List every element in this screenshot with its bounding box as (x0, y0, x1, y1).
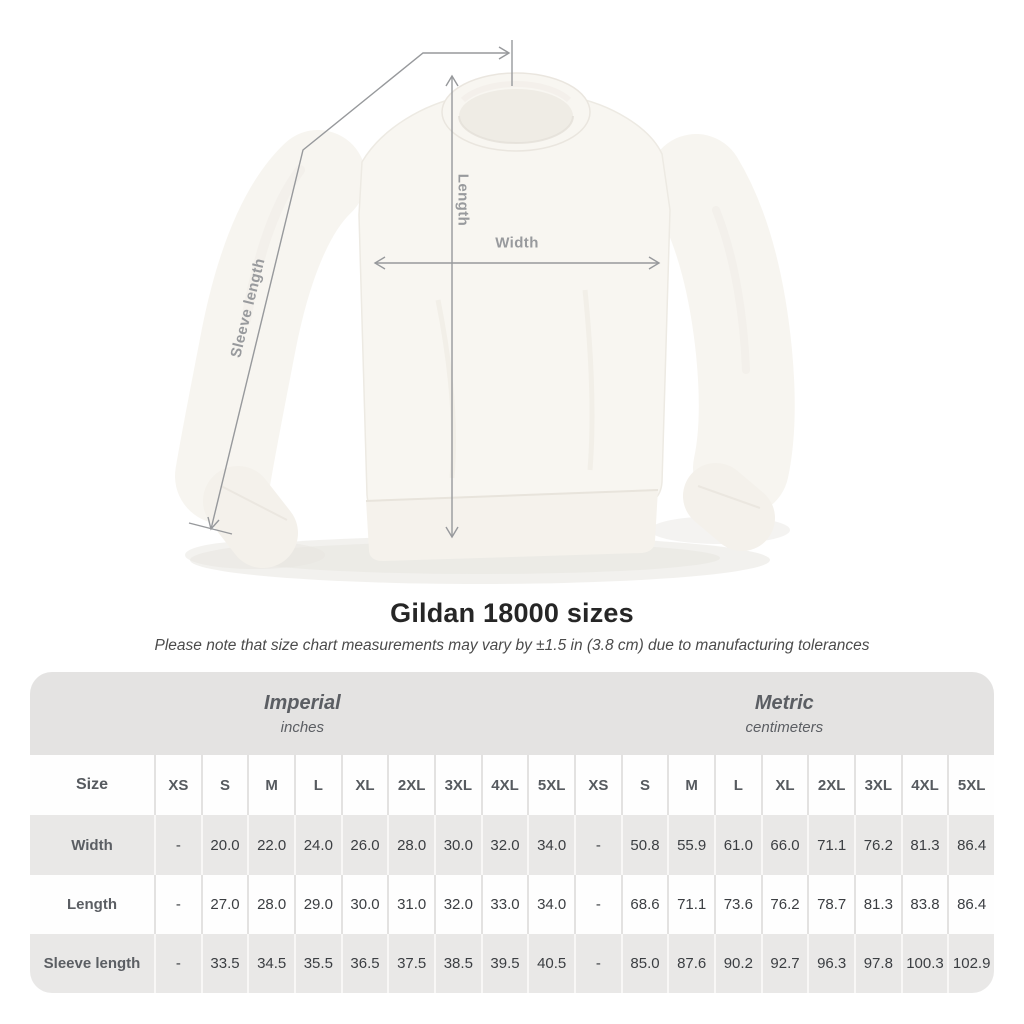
imperial-size-header: 3XL (434, 755, 481, 815)
table-row (30, 934, 994, 993)
metric-value-cell: 76.2 (761, 875, 808, 934)
imperial-value-cell: 40.5 (527, 934, 574, 993)
imperial-value-cell: 36.5 (341, 934, 388, 993)
metric-size-header: 4XL (901, 755, 948, 815)
imperial-value-cell: 28.0 (247, 875, 294, 934)
metric-value-cell: 55.9 (667, 815, 714, 875)
imperial-value-cell: 34.0 (527, 875, 574, 934)
metric-value-cell: 68.6 (621, 875, 668, 934)
metric-value-cell: 87.6 (667, 934, 714, 993)
metric-value-cell: - (574, 815, 621, 875)
imperial-value-cell: 33.0 (481, 875, 528, 934)
imperial-label: Imperial (263, 691, 341, 714)
size-table (30, 672, 994, 993)
sleeve-length-measure-label: Sleeve length (227, 256, 269, 360)
imperial-value-cell: 31.0 (387, 875, 434, 934)
imperial-value-cell: 28.0 (387, 815, 434, 875)
imperial-value-cell: 33.5 (201, 934, 248, 993)
metric-size-header: XL (761, 755, 808, 815)
metric-value-cell: - (574, 934, 621, 993)
metric-size-header: S (621, 755, 668, 815)
imperial-value-cell: 27.0 (201, 875, 248, 934)
imperial-size-header: XL (341, 755, 388, 815)
row-label: Width (71, 836, 113, 854)
metric-value-cell: 73.6 (714, 875, 761, 934)
imperial-unit-label: inches (280, 718, 324, 736)
metric-value-cell: - (574, 875, 621, 934)
imperial-value-cell: 20.0 (201, 815, 248, 875)
table-row (30, 815, 994, 875)
imperial-value-cell: 34.5 (247, 934, 294, 993)
imperial-value-cell: - (154, 815, 201, 875)
metric-value-cell: 76.2 (854, 815, 901, 875)
metric-value-cell: 92.7 (761, 934, 808, 993)
metric-value-cell: 66.0 (761, 815, 808, 875)
table-row (30, 875, 994, 934)
metric-value-cell: 86.4 (947, 815, 994, 875)
imperial-value-cell: 34.0 (527, 815, 574, 875)
size-corner-header: Size (75, 776, 108, 793)
measurement-grid (30, 755, 994, 993)
metric-value-cell: 50.8 (621, 815, 668, 875)
metric-size-header: L (714, 755, 761, 815)
metric-value-cell: 61.0 (714, 815, 761, 875)
imperial-value-cell: 26.0 (341, 815, 388, 875)
imperial-value-cell: 32.0 (481, 815, 528, 875)
imperial-value-cell: 30.0 (341, 875, 388, 934)
imperial-size-header: 2XL (387, 755, 434, 815)
metric-unit-label: centimeters (745, 718, 824, 736)
title-block (0, 598, 1024, 655)
imperial-size-header: S (201, 755, 248, 815)
metric-value-cell: 81.3 (901, 815, 948, 875)
metric-size-header: M (667, 755, 714, 815)
metric-value-cell: 85.0 (621, 934, 668, 993)
metric-value-cell: 83.8 (901, 875, 948, 934)
imperial-size-header: XS (154, 755, 201, 815)
metric-value-cell: 71.1 (807, 815, 854, 875)
width-measure-label: Width (495, 234, 539, 252)
imperial-value-cell: 32.0 (434, 875, 481, 934)
table-row (30, 755, 994, 815)
row-label: Length (67, 896, 117, 913)
imperial-unit-header (30, 672, 575, 755)
imperial-value-cell: 37.5 (387, 934, 434, 993)
unit-header-band (30, 672, 994, 755)
metric-value-cell: 97.8 (854, 934, 901, 993)
metric-unit-header (575, 672, 994, 755)
imperial-value-cell: 30.0 (434, 815, 481, 875)
metric-value-cell: 81.3 (854, 875, 901, 934)
imperial-value-cell: 22.0 (247, 815, 294, 875)
length-measure-label: Length (454, 173, 472, 227)
metric-value-cell: 90.2 (714, 934, 761, 993)
metric-value-cell: 86.4 (947, 875, 994, 934)
imperial-size-header: 5XL (527, 755, 574, 815)
metric-value-cell: 71.1 (667, 875, 714, 934)
imperial-value-cell: 38.5 (434, 934, 481, 993)
imperial-value-cell: 39.5 (481, 934, 528, 993)
metric-size-header: XS (574, 755, 621, 815)
metric-value-cell: 100.3 (901, 934, 948, 993)
tolerance-note: Please note that size chart measurements may vary by ±1.5 in (3.8 cm) due to manufacturing tolerances (154, 637, 870, 654)
imperial-value-cell: 29.0 (294, 875, 341, 934)
metric-size-header: 3XL (854, 755, 901, 815)
row-label: Sleeve length (43, 955, 141, 972)
metric-value-cell: 102.9 (947, 934, 994, 993)
imperial-value-cell: 24.0 (294, 815, 341, 875)
imperial-value-cell: - (154, 875, 201, 934)
page-title: Gildan 18000 sizes (390, 598, 634, 628)
imperial-size-header: M (247, 755, 294, 815)
imperial-size-header: L (294, 755, 341, 815)
metric-label: Metric (754, 691, 814, 714)
metric-size-header: 2XL (807, 755, 854, 815)
metric-size-header: 5XL (947, 755, 994, 815)
metric-value-cell: 78.7 (807, 875, 854, 934)
imperial-size-header: 4XL (481, 755, 528, 815)
imperial-value-cell: 35.5 (294, 934, 341, 993)
imperial-value-cell: - (154, 934, 201, 993)
metric-value-cell: 96.3 (807, 934, 854, 993)
